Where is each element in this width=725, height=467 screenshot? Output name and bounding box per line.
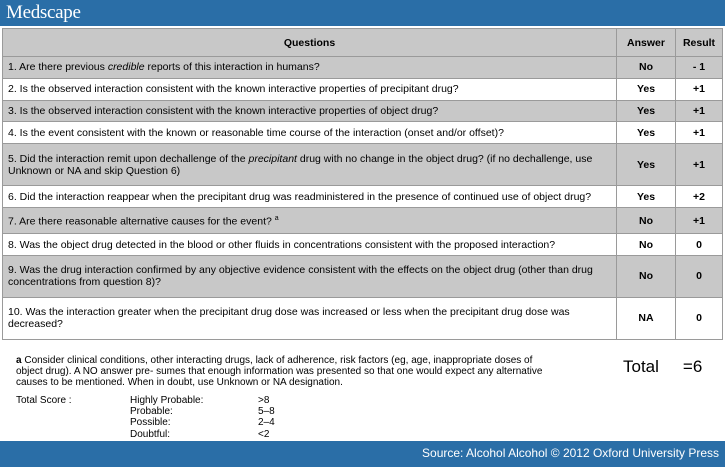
answer-cell: NA <box>617 297 676 339</box>
score-row <box>16 417 275 428</box>
total-score-label: Total Score : <box>16 395 72 406</box>
score-row <box>16 429 275 440</box>
question-cell: 8. Was the object drug detected in the blood or other fluids in concentrations consistent with the proposed interaction? <box>3 234 617 256</box>
score-value: 2–4 <box>258 417 275 429</box>
question-cell: 9. Was the drug interaction confirmed by any objective evidence consistent with the effects on the object drug (other than drug concentrations from question 8)? <box>3 255 617 297</box>
answer-cell: No <box>617 208 676 234</box>
footer-bar <box>0 441 725 467</box>
result-cell: 0 <box>676 297 723 339</box>
score-name: Highly Probable: <box>130 395 204 406</box>
result-cell: 0 <box>676 234 723 256</box>
total-score-legend <box>16 395 275 440</box>
result-cell: +1 <box>676 144 723 186</box>
question-cell: 3. Is the observed interaction consistent with the known interactive properties of object drug? <box>3 100 617 122</box>
questions-table <box>2 28 723 340</box>
table-row <box>3 122 723 144</box>
table-header-row <box>3 29 723 57</box>
question-cell: 4. Is the event consistent with the known or reasonable time course of the interaction (onset and/or offset)? <box>3 122 617 144</box>
answer-cell: Yes <box>617 100 676 122</box>
table-row <box>3 78 723 100</box>
footnote-text: Consider clinical conditions, other interacting drugs, lack of adherence, risk factors (eg, age, inappropriate doses of object drug). A NO answer pre- sumes that enough information was presented so that one would expect any alternative causes to be mentioned. When in doubt, use Unknown or NA designation. <box>16 355 543 389</box>
result-cell: +2 <box>676 186 723 208</box>
score-name: Doubtful: <box>130 428 171 440</box>
result-cell: +1 <box>676 122 723 144</box>
score-value: 5–8 <box>258 406 275 418</box>
question-cell: 1. Are there previous credible reports of this interaction in humans? <box>3 57 617 79</box>
result-cell: +1 <box>676 100 723 122</box>
answer-cell: No <box>617 255 676 297</box>
question-cell: 10. Was the interaction greater when the precipitant drug dose was increased or less when the precipitant drug dose was decreased? <box>3 297 617 339</box>
question-cell: 2. Is the observed interaction consistent with the known interactive properties of precipitant drug? <box>3 78 617 100</box>
header-bar <box>0 0 725 26</box>
score-row <box>16 406 275 417</box>
question-cell: 6. Did the interaction reappear when the precipitant drug was readministered in the presence of continued use of object drug? <box>3 186 617 208</box>
result-cell: +1 <box>676 208 723 234</box>
score-name: Possible: <box>130 417 171 429</box>
table-row <box>3 186 723 208</box>
result-cell: - 1 <box>676 57 723 79</box>
score-value: >8 <box>258 395 270 406</box>
footnote <box>16 355 546 389</box>
table-row <box>3 100 723 122</box>
table-row <box>3 297 723 339</box>
question-cell: 5. Did the interaction remit upon dechallenge of the precipitant drug with no change in the object drug? (if no dechallenge, use Unknown or NA and skip Question 6) <box>3 144 617 186</box>
score-name: Probable: <box>130 406 173 418</box>
score-value: <2 <box>258 428 270 440</box>
table-row <box>3 144 723 186</box>
result-cell: +1 <box>676 78 723 100</box>
total-label: Total <box>623 357 659 376</box>
total-score <box>623 357 702 377</box>
total-value: =6 <box>682 357 703 376</box>
table-row <box>3 57 723 79</box>
questions-header: Questions <box>3 29 617 57</box>
score-row <box>16 395 275 406</box>
result-cell: 0 <box>676 255 723 297</box>
source-citation: Source: Alcohol Alcohol © 2012 Oxford University Press <box>422 446 719 460</box>
answer-cell: Yes <box>617 144 676 186</box>
footnote-marker: a <box>16 355 22 366</box>
medscape-logo[interactable]: Medscape <box>6 2 81 23</box>
answer-header: Answer <box>617 29 676 57</box>
table-row <box>3 234 723 256</box>
answer-cell: No <box>617 57 676 79</box>
table-row <box>3 208 723 234</box>
answer-cell: Yes <box>617 122 676 144</box>
answer-cell: Yes <box>617 78 676 100</box>
answer-cell: No <box>617 234 676 256</box>
answer-cell: Yes <box>617 186 676 208</box>
result-header: Result <box>676 29 723 57</box>
question-cell: 7. Are there reasonable alternative causes for the event? $^a$ <box>3 208 617 234</box>
table-row <box>3 255 723 297</box>
